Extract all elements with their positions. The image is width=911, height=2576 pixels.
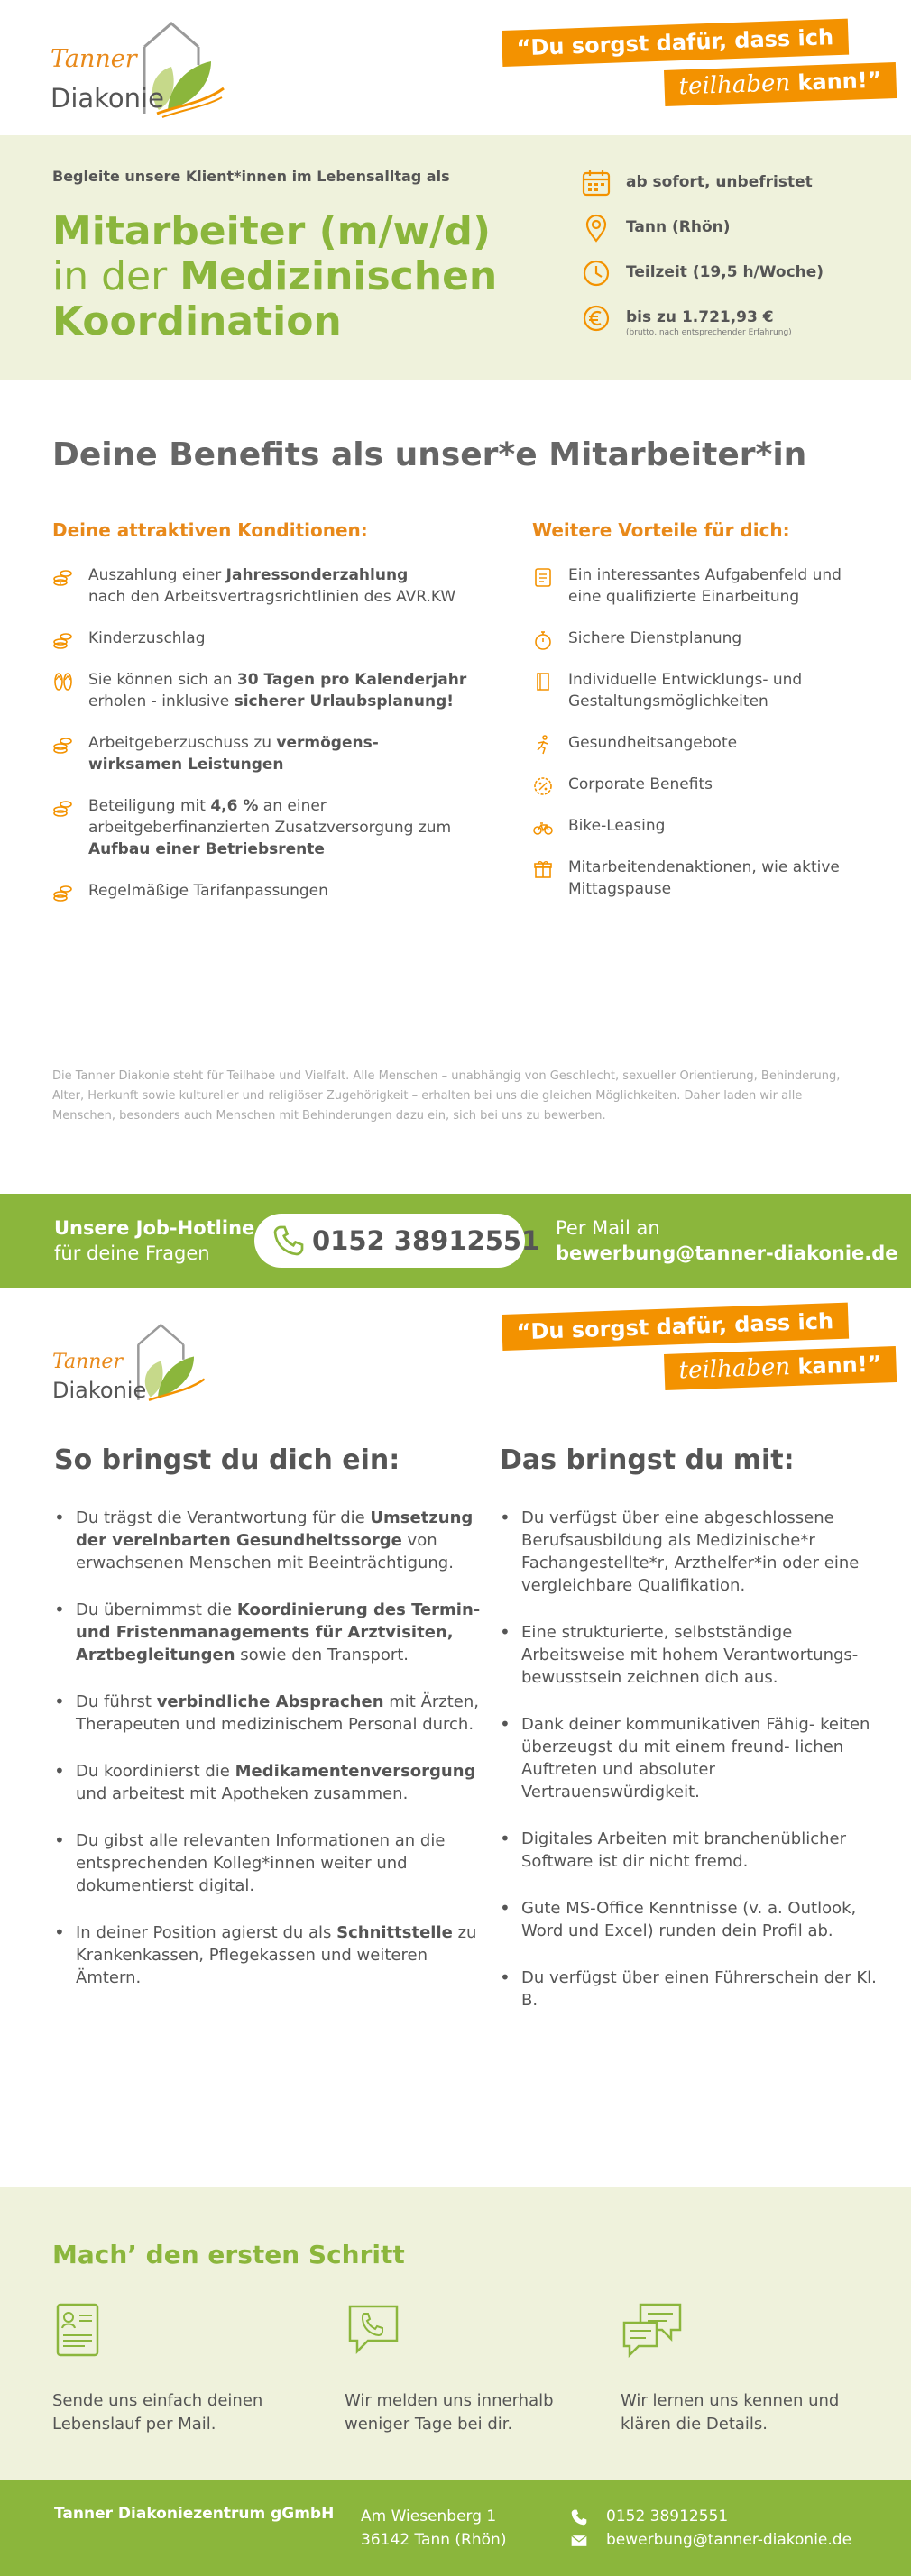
- task-bold: verbindliche Absprachen: [156, 1692, 384, 1711]
- slogan-line1: “Du sorgst dafür, dass ich: [502, 19, 849, 67]
- coins-icon: [52, 882, 74, 903]
- footer-mail: bewerbung@tanner-diakonie.de: [606, 2531, 852, 2549]
- advantage-item: [532, 815, 875, 837]
- benefits-left-column: [52, 519, 476, 921]
- benefit-item: [52, 628, 476, 649]
- mail-icon: [570, 2532, 588, 2550]
- task-item: [54, 1760, 483, 1805]
- benefit-bold: vermögens- wirksamen Leistungen: [88, 734, 379, 774]
- slogan-line2-end: kann!”: [789, 67, 882, 96]
- task-bold: Schnittstelle: [336, 1923, 453, 1942]
- job-title-line1: Mitarbeiter (m/w/d): [52, 208, 491, 254]
- task-item: [54, 1599, 483, 1666]
- advantage-text: Bike-Leasing: [568, 817, 666, 835]
- footer-mail-row[interactable]: [570, 2528, 851, 2552]
- profile-item: • Gute MS-Office Kenntnisse (v. a. Outlook, Word und Excel) runden dein Profil ab.: [500, 1897, 879, 1942]
- footer-street: Am Wiesenberg 1: [361, 2507, 497, 2526]
- calendar-icon: [581, 168, 612, 198]
- next-steps-heading: Mach’ den ersten Schritt: [52, 2240, 405, 2269]
- task-text: mit Ärzten, Therapeuten und medizinischem Personal durch.: [76, 1692, 479, 1734]
- step-meet: [621, 2301, 873, 2436]
- footer: [0, 2480, 911, 2576]
- advantage-text: Corporate Benefits: [568, 775, 713, 793]
- brand-name-line2: Diakonie: [52, 1378, 147, 1403]
- benefit-bold: 4,6 %: [210, 797, 259, 815]
- slogan-second: [502, 1308, 882, 1401]
- step-callback: [345, 2301, 597, 2436]
- footer-org-name: Tanner Diakoniezentrum gGmbH: [54, 2505, 335, 2523]
- phone-icon: [570, 2508, 588, 2526]
- task-text: Du gibst alle relevanten Informationen an die entsprechenden Kolleg*innen weiter und dokumentierst digital.: [76, 1831, 446, 1895]
- benefit-text: Arbeitgeberzuschuss zu: [88, 734, 277, 752]
- coins-icon: [52, 734, 74, 756]
- task-text: Du führst: [76, 1692, 157, 1711]
- task-text: Du trägst die Verantwortung für die: [76, 1508, 371, 1527]
- profile-item: • Dank deiner kommunikativen Fähig- keiten überzeugst du mit einem freund- lichen Auftreten und absoluter Vertrauenswürdigkeit.: [500, 1713, 879, 1803]
- fact-salary: [581, 303, 888, 348]
- tasks-column: [54, 1444, 483, 2013]
- slogan-line2-end: kann!”: [789, 1351, 882, 1380]
- task-item: [54, 1507, 483, 1574]
- task-text: Du koordinierst die: [76, 1762, 235, 1781]
- profile-item: • Eine strukturierte, selbstständige Arbeitsweise mit hohem Verantwortungs- bewusstsein zeichnen dich aus.: [500, 1621, 879, 1689]
- advantage-text: Sichere Dienstplanung: [568, 629, 742, 647]
- task-text: und arbeitest mit Apotheken zusammen.: [76, 1784, 409, 1803]
- cv-document-icon: [52, 2301, 103, 2359]
- job-hero: [0, 135, 911, 380]
- advantage-text: Mitarbeitendenaktionen, wie aktive Mittagspause: [568, 858, 840, 898]
- advantage-item: [532, 628, 875, 649]
- coins-icon: [52, 629, 74, 651]
- hotline-mail-label: Per Mail an: [556, 1217, 660, 1239]
- bicycle-icon: [532, 817, 554, 839]
- advantage-item: [532, 774, 875, 795]
- fact-salary-text: bis zu 1.721,93 €: [626, 308, 774, 326]
- step-text: Wir lernen uns kennen und klären die Details.: [621, 2391, 840, 2434]
- benefit-bold: 30 Tagen pro Kalenderjahr: [236, 671, 467, 689]
- brand-logo-top[interactable]: [51, 20, 222, 119]
- profile-item: • Digitales Arbeiten mit branchenüblicher Software ist dir nicht fremd.: [500, 1828, 879, 1873]
- advantage-item: [532, 669, 875, 712]
- chat-bubbles-icon: [621, 2301, 684, 2359]
- benefits-right-heading: Weitere Vorteile für dich:: [532, 519, 790, 541]
- advantage-text: Ein interessantes Aufgabenfeld und eine qualifizierte Einarbeitung: [568, 566, 842, 606]
- fact-start: [581, 168, 888, 213]
- euro-icon: [581, 303, 612, 334]
- benefit-text: erholen - inklusive: [88, 692, 235, 710]
- phone-icon: [272, 1224, 305, 1257]
- brand-logo-second[interactable]: [52, 1318, 197, 1408]
- hotline-mail: [556, 1215, 898, 1266]
- slogan-line1: “Du sorgst dafür, dass ich: [502, 1303, 849, 1351]
- task-list-icon: [532, 566, 554, 588]
- running-person-icon: [532, 734, 554, 756]
- job-title: [52, 209, 557, 344]
- benefits-left-heading: Deine attraktiven Konditionen:: [52, 519, 368, 541]
- benefit-bold: Jahressonderzahlung: [225, 566, 409, 584]
- benefits-title: Deine Benefits als unser*e Mitarbeiter*in: [52, 436, 807, 473]
- benefit-text: Regelmäßige Tarifanpassungen: [88, 882, 328, 900]
- hotline-label-normal: für deine Fragen: [54, 1242, 210, 1264]
- book-icon: [532, 671, 554, 692]
- task-item: [54, 1921, 483, 1989]
- task-bold: Koordinierung des Termin- und Fristenmanagements für Arztvisiten, Arztbegleitungen: [76, 1600, 481, 1664]
- benefit-text: Sie können sich an: [88, 671, 237, 689]
- benefit-item: [52, 669, 476, 712]
- benefit-text: Auszahlung einer: [88, 566, 226, 584]
- location-pin-icon: [581, 213, 612, 243]
- task-text: sowie den Transport.: [235, 1646, 409, 1664]
- fact-location-text: Tann (Rhön): [626, 218, 731, 236]
- brand-name-line1: Tanner: [52, 1351, 123, 1373]
- task-item: [54, 1829, 483, 1897]
- slogan-top: [502, 24, 882, 117]
- coins-icon: [52, 566, 74, 588]
- profile-item: • Du verfügst über einen Führerschein der Kl. B.: [500, 1966, 879, 2012]
- task-text: zu Krankenkassen, Pflegekassen und weiteren Ämtern.: [76, 1923, 477, 1987]
- advantage-item: [532, 564, 875, 608]
- step-text: Sende uns einfach deinen Lebenslauf per Mail.: [52, 2391, 263, 2434]
- fact-location: [581, 213, 888, 258]
- stopwatch-icon: [532, 629, 554, 651]
- benefits-right-column: [532, 519, 875, 920]
- benefit-bold: sicherer Urlaubsplanung!: [234, 692, 455, 710]
- task-text: In deiner Position agierst du als: [76, 1923, 337, 1942]
- benefit-bold: Aufbau einer Betriebsrente: [88, 840, 325, 858]
- footer-address: [361, 2505, 506, 2552]
- task-bold: Umsetzung der vereinbarten Gesundheitssorge: [76, 1508, 474, 1550]
- task-bold: Medikamentenversorgung: [235, 1762, 476, 1781]
- fact-start-text: ab sofort, unbefristet: [626, 173, 813, 191]
- hotline-mail-link[interactable]: bewerbung@tanner-diakonie.de: [556, 1242, 898, 1264]
- benefit-text: an einer arbeitgeberfinanzierten Zusatzversorgung zum: [88, 797, 452, 837]
- slogan-line2: [664, 62, 897, 106]
- slogan-line2: [664, 1346, 897, 1390]
- benefit-item: [52, 564, 476, 608]
- advantage-item: [532, 857, 875, 900]
- footer-city: 36142 Tann (Rhön): [361, 2531, 507, 2549]
- slogan-script-word: teilhaben: [678, 69, 791, 101]
- job-intro: Begleite unsere Klient*innen im Lebensalltag als: [52, 168, 450, 185]
- fact-salary-note: (brutto, nach entsprechender Erfahrung): [626, 328, 792, 337]
- benefit-text: Beteiligung mit: [88, 797, 211, 815]
- benefit-item: [52, 880, 476, 902]
- benefit-text: nach den Arbeitsvertragsrichtlinien des AVR.KW: [88, 588, 456, 606]
- slogan-script-word: teilhaben: [678, 1353, 791, 1385]
- profile-column: [500, 1444, 879, 2036]
- step-send-cv: [52, 2301, 305, 2436]
- hotline-phone-number: 0152 38912551: [312, 1225, 540, 1256]
- advantage-item: [532, 732, 875, 754]
- job-hotline-band: [0, 1194, 911, 1288]
- advantage-text: Gesundheitsangebote: [568, 734, 738, 752]
- profile-heading: Das bringst du mit:: [500, 1444, 795, 1476]
- footer-phone: 0152 38912551: [606, 2507, 729, 2526]
- hotline-label-bold: Unsere Job-Hotline: [54, 1217, 255, 1239]
- flip-flops-icon: [52, 671, 74, 692]
- clock-icon: [581, 258, 612, 289]
- job-title-line3: Koordination: [52, 298, 342, 344]
- brand-name-line1: Tanner: [51, 45, 137, 73]
- profile-item: • Du verfügst über eine abgeschlossene Berufsausbildung als Medizinische*r Fachangestellte*r, Arzthelfer*in oder eine vergleichbare Qualifikation.: [500, 1507, 879, 1597]
- diversity-statement: Die Tanner Diakonie steht für Teilhabe und Vielfalt. Alle Menschen – unabhängig von Geschlecht, sexueller Orientierung, Behinderung, Alter, Herkunft sowie kultureller und religiöser Zugehörigkeit – erhalten bei uns die gleichen Möglichkeiten. Daher laden wir alle Menschen, besonders auch Menschen mit Behinderungen dazu ein, sich bei uns zu bewerben.: [52, 1069, 841, 1123]
- tasks-heading: So bringst du dich ein:: [54, 1444, 400, 1476]
- job-title-normal: in der: [52, 253, 180, 299]
- benefit-item: [52, 795, 476, 860]
- footer-phone-row[interactable]: [570, 2505, 851, 2528]
- step-text: Wir melden uns innerhalb weniger Tage bei dir.: [345, 2391, 554, 2434]
- task-item: [54, 1691, 483, 1736]
- footer-contact: [570, 2505, 851, 2552]
- job-title-line2: Medizinischen: [179, 253, 498, 299]
- job-facts: [581, 168, 888, 348]
- coins-icon: [52, 797, 74, 819]
- task-text: von erwachsenen Menschen mit Beeinträchtigung.: [76, 1531, 454, 1572]
- benefit-item: [52, 732, 476, 775]
- fact-hours-text: Teilzeit (19,5 h/Woche): [626, 263, 824, 281]
- hotline-label: [54, 1215, 254, 1266]
- benefit-text: Kinderzuschlag: [88, 629, 206, 647]
- gift-icon: [532, 858, 554, 880]
- percent-badge-icon: [532, 775, 554, 797]
- phone-bubble-icon: [345, 2301, 402, 2359]
- task-text: Du übernimmst die: [76, 1600, 237, 1619]
- fact-hours: [581, 258, 888, 303]
- brand-name-line2: Diakonie: [51, 83, 164, 114]
- hotline-phone-button[interactable]: [254, 1214, 540, 1268]
- advantage-text: Individuelle Entwicklungs- und Gestaltungsmöglichkeiten: [568, 671, 803, 710]
- next-steps-section: [0, 2187, 911, 2480]
